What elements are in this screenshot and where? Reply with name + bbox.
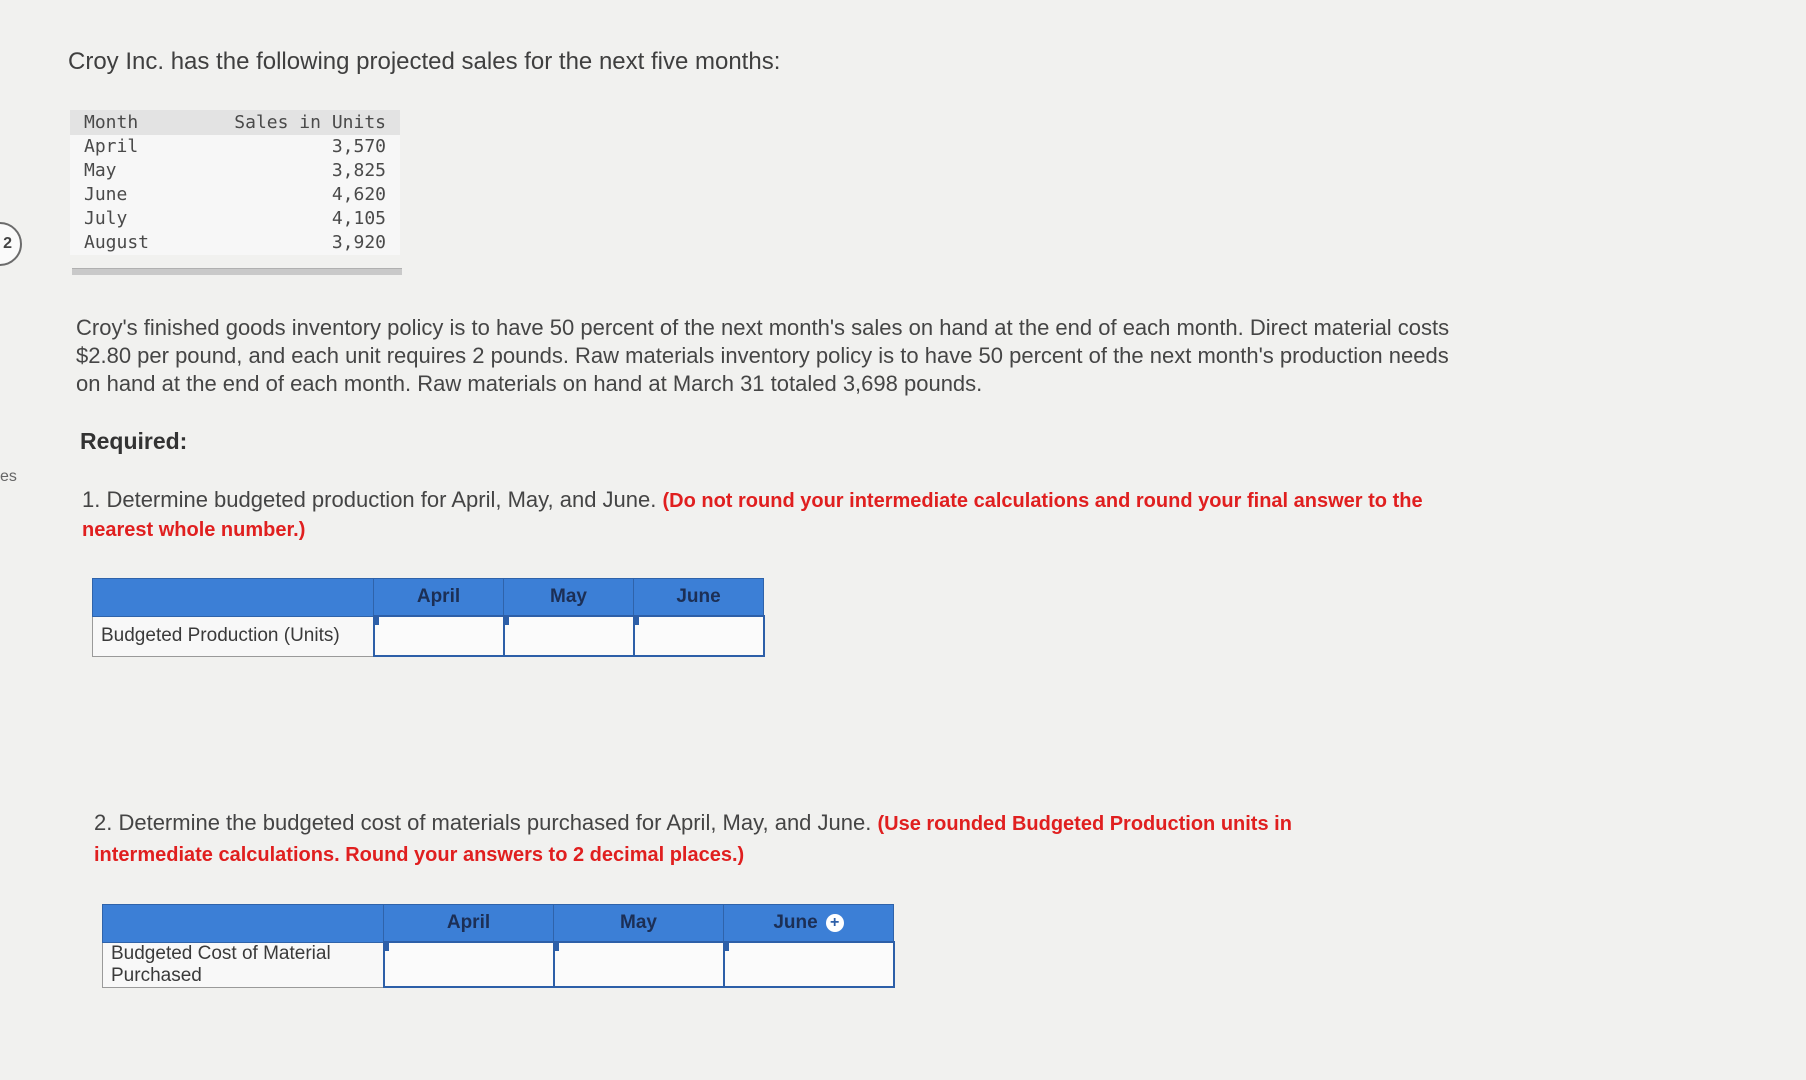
units-cell: 3,825: [331, 160, 386, 181]
row-label: Budgeted Production (Units): [93, 616, 374, 656]
month-cell: June: [84, 184, 128, 205]
column-header-may: May: [554, 905, 724, 943]
table-divider: [72, 268, 402, 275]
table-row: [70, 159, 400, 183]
column-header-june: [724, 905, 894, 943]
table-row: [93, 616, 764, 656]
budgeted-production-table: [92, 578, 765, 657]
question-2: [94, 808, 1414, 870]
question-number: 2: [3, 235, 12, 252]
sales-table-header: [70, 110, 400, 135]
plus-circle-icon[interactable]: +: [826, 914, 844, 932]
question-2-text: 2. Determine the budgeted cost of materials purchased for April, May, and June.: [94, 810, 872, 835]
table-row: [70, 231, 400, 255]
material-cost-input-may[interactable]: [554, 942, 724, 987]
month-cell: April: [84, 136, 139, 157]
month-header: Month: [70, 110, 183, 135]
table-row: [70, 207, 400, 231]
column-header-june-label: June: [773, 912, 818, 933]
intro-text: Croy Inc. has the following projected sales for the next five months:: [68, 48, 781, 75]
required-heading: Required:: [80, 428, 188, 454]
column-header-april: April: [384, 905, 554, 943]
table-row: [103, 942, 894, 987]
question-1: [82, 486, 1442, 544]
month-cell: August: [84, 232, 150, 253]
table-row: [70, 135, 400, 159]
header-blank-cell: [103, 905, 384, 943]
answer-table-header: [93, 579, 764, 617]
policy-paragraph: Croy's finished goods inventory policy is to have 50 percent of the next month's sales on hand at the end of each month. Direct material costs $2.80 per pound, and each unit requires 2 pounds. Raw materials inventory policy is to have 50 percent of the next month's production needs on hand at the end of each month. Raw materials on hand at March 31 totaled 3,698 pounds.: [76, 315, 1450, 396]
header-blank-cell: [93, 579, 374, 617]
production-input-may[interactable]: [504, 616, 634, 656]
answer-table-header: [103, 905, 894, 943]
question-1-text: 1. Determine budgeted production for April, May, and June.: [82, 487, 657, 512]
sales-table: [70, 110, 400, 255]
units-cell: 3,570: [331, 136, 386, 157]
column-header-june: June: [634, 579, 764, 617]
table-row: [70, 183, 400, 207]
question-2-instruction: (Use rounded Budgeted Production units in intermediate calculations. Round your answers to 2 decimal places.): [94, 813, 1292, 866]
units-cell: 4,620: [331, 184, 386, 205]
production-input-june[interactable]: [634, 616, 764, 656]
material-cost-input-june[interactable]: [724, 942, 894, 987]
units-cell: 4,105: [331, 208, 386, 229]
question-1-instruction: (Do not round your intermediate calculations and round your final answer to the nearest whole number.): [82, 490, 1423, 541]
month-cell: July: [84, 208, 128, 229]
question-number-badge[interactable]: [0, 222, 22, 266]
units-cell: 3,920: [331, 232, 386, 253]
month-cell: May: [84, 160, 117, 181]
material-cost-input-april[interactable]: [384, 942, 554, 987]
units-header: Sales in Units: [183, 110, 400, 135]
sidebar-text-fragment: es: [0, 468, 17, 485]
column-header-april: April: [374, 579, 504, 617]
row-label: Budgeted Cost of Material Purchased: [103, 942, 384, 987]
column-header-may: May: [504, 579, 634, 617]
production-input-april[interactable]: [374, 616, 504, 656]
material-cost-table: [102, 904, 895, 988]
